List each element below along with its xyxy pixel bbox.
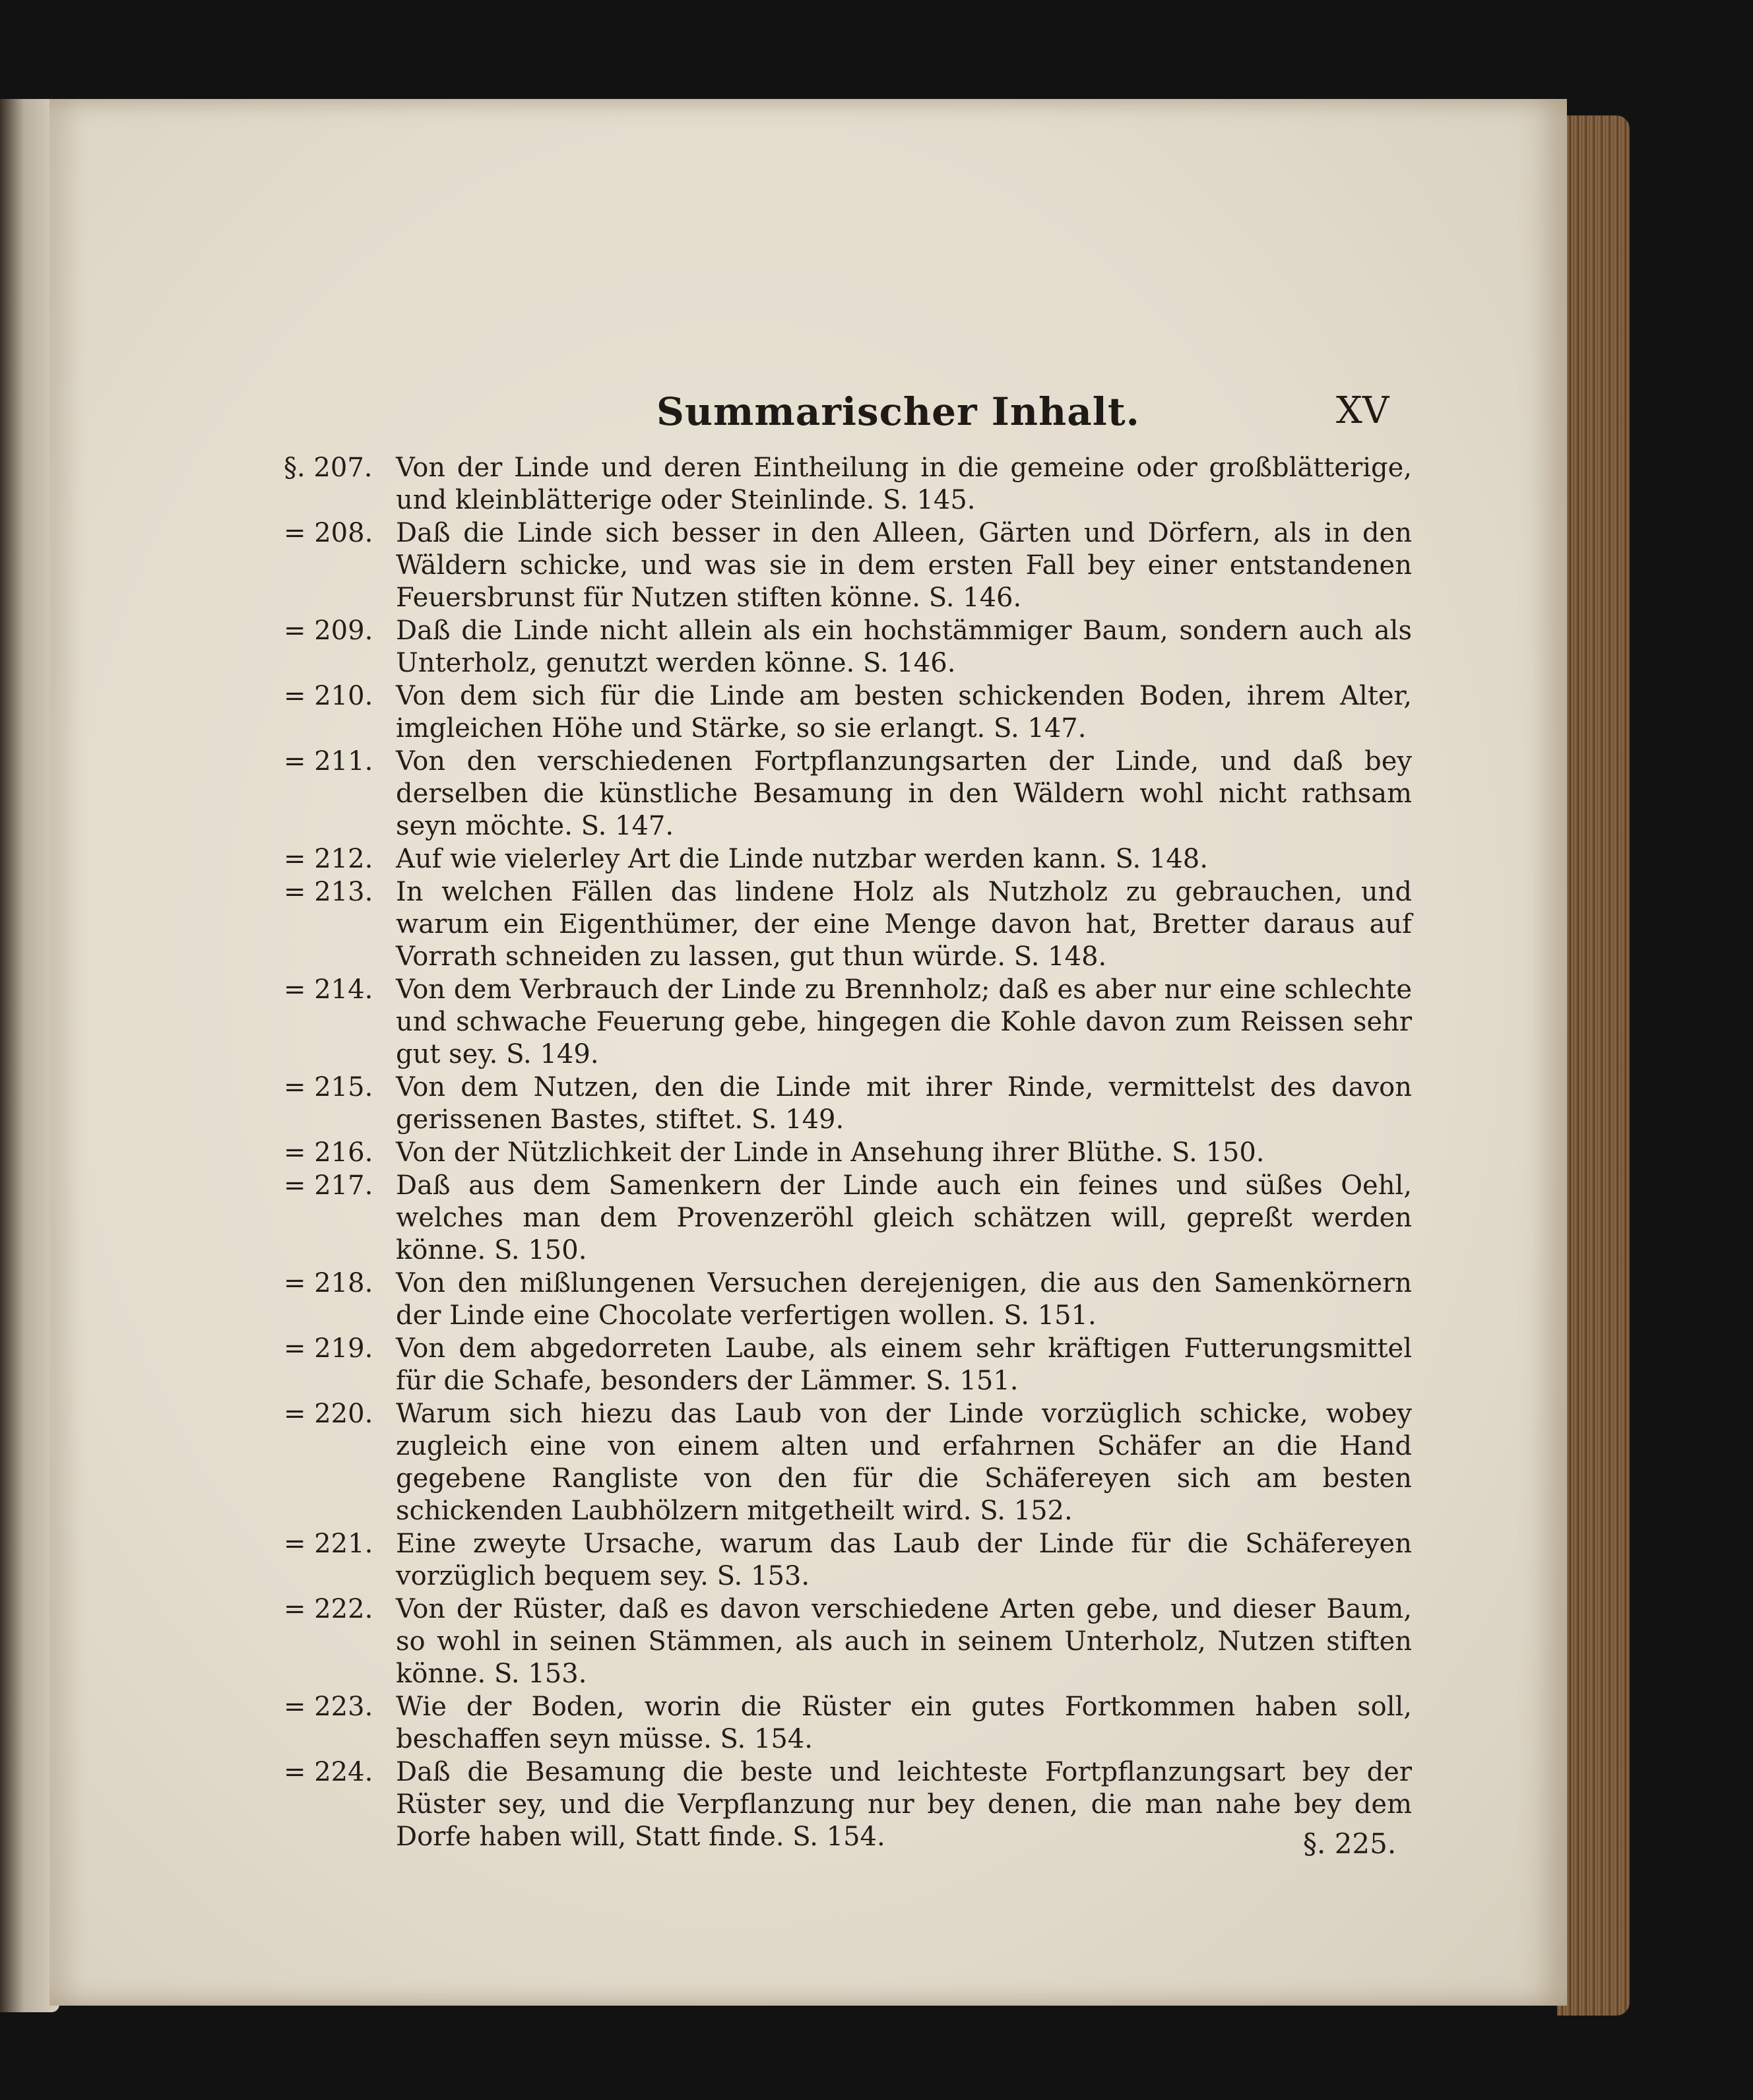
running-title: Summarischer Inhalt. bbox=[656, 389, 1140, 434]
book-fore-edge bbox=[1557, 115, 1630, 2016]
toc-entry bbox=[284, 1267, 1412, 1332]
toc-entry bbox=[284, 1593, 1412, 1690]
section-number: = 210. bbox=[284, 681, 373, 711]
section-summary: Von den verschiedenen Fortpflanzungsarten der Linde, und daß bey derselben die künstliche Besamung in den Wäldern wohl nicht rathsam seyn möchte. S. 147. bbox=[396, 746, 1412, 841]
section-number: = 213. bbox=[284, 877, 373, 907]
toc-entry bbox=[284, 1333, 1412, 1397]
section-number: = 209. bbox=[284, 616, 373, 646]
toc-entry bbox=[284, 1691, 1412, 1756]
section-summary: Von dem abgedorreten Laube, als einem sehr kräftigen Futterungsmittel für die Schafe, besonders der Lämmer. S. 151. bbox=[396, 1333, 1412, 1396]
toc-entry bbox=[284, 876, 1412, 973]
section-number: = 214. bbox=[284, 974, 373, 1005]
section-number: = 223. bbox=[284, 1692, 373, 1722]
section-summary: Von der Linde und deren Eintheilung in die gemeine oder großblätterige, und kleinblätterige oder Steinlinde. S. 145. bbox=[396, 453, 1412, 515]
toc-entry bbox=[284, 615, 1412, 680]
section-summary: Von dem Nutzen, den die Linde mit ihrer Rinde, vermittelst des davon gerissenen Bastes, stiftet. S. 149. bbox=[396, 1072, 1412, 1135]
section-summary: Von der Rüster, daß es davon verschiedene Arten gebe, und dieser Baum, so wohl in seinen Stämmen, als auch in seinem Unterholz, Nutzen stiften könne. S. 153. bbox=[396, 1594, 1412, 1689]
section-summary: Von dem sich für die Linde am besten schickenden Boden, ihrem Alter, imgleichen Höhe und Stärke, so sie erlangt. S. 147. bbox=[396, 681, 1412, 744]
section-number: = 218. bbox=[284, 1268, 373, 1298]
section-number: = 219. bbox=[284, 1333, 373, 1364]
section-number: = 224. bbox=[284, 1757, 373, 1787]
section-number: = 217. bbox=[284, 1170, 373, 1201]
section-number: = 211. bbox=[284, 746, 373, 777]
section-number: = 215. bbox=[284, 1072, 373, 1102]
section-number: = 220. bbox=[284, 1399, 373, 1429]
section-summary: Daß aus dem Samenkern der Linde auch ein feines und süßes Oehl, welches man dem Provenzeröhl gleich schätzen will, gepreßt werden könne. S. 150. bbox=[396, 1170, 1412, 1265]
section-summary: Von dem Verbrauch der Linde zu Brennholz; daß es aber nur eine schlechte und schwache Feuerung gebe, hingegen die Kohle davon zum Reissen sehr gut sey. S. 149. bbox=[396, 974, 1412, 1069]
toc-entry bbox=[284, 1528, 1412, 1593]
toc-entry bbox=[284, 974, 1412, 1071]
section-number: = 222. bbox=[284, 1594, 373, 1624]
toc-entry bbox=[284, 746, 1412, 843]
catchword: §. 225. bbox=[1303, 1828, 1397, 1860]
section-summary: Daß die Linde sich besser in den Alleen, Gärten und Dörfern, als in den Wäldern schicke, und was sie in dem ersten Fall bey einer entstandenen Feuersbrunst für Nutzen stiften könne. S. 146. bbox=[396, 518, 1412, 613]
section-summary: Wie der Boden, worin die Rüster ein gutes Fortkommen haben soll, beschaffen seyn müsse. S. 154. bbox=[396, 1692, 1412, 1754]
section-summary: In welchen Fällen das lindene Holz als Nutzholz zu gebrauchen, und warum ein Eigenthümer, der eine Menge davon hat, Bretter daraus auf Vorrath schneiden zu lassen, gut thun würde. S. 148. bbox=[396, 877, 1412, 972]
page-number: XV bbox=[1336, 389, 1389, 432]
toc-entry bbox=[284, 1170, 1412, 1267]
toc-entry bbox=[284, 680, 1412, 745]
toc-entry bbox=[284, 1756, 1412, 1853]
toc-entry bbox=[284, 1398, 1412, 1527]
section-number: = 212. bbox=[284, 844, 373, 874]
section-summary: Von der Nützlichkeit der Linde in Ansehung ihrer Blüthe. S. 150. bbox=[396, 1137, 1265, 1168]
section-summary: Auf wie vielerley Art die Linde nutzbar werden kann. S. 148. bbox=[396, 844, 1208, 874]
toc-entry bbox=[284, 452, 1412, 517]
section-number: = 208. bbox=[284, 518, 373, 548]
toc-entry bbox=[284, 1137, 1412, 1169]
section-number: §. 207. bbox=[284, 453, 373, 483]
section-summary: Daß die Besamung die beste und leichteste Fortpflanzungsart bey der Rüster sey, und die Verpflanzung nur bey denen, die man nahe bey dem Dorfe haben will, Statt finde. S. 154. bbox=[396, 1757, 1412, 1852]
section-number: = 216. bbox=[284, 1137, 373, 1168]
toc-entry bbox=[284, 843, 1412, 875]
toc-entry bbox=[284, 517, 1412, 614]
page-header bbox=[49, 389, 1567, 442]
book-page bbox=[49, 99, 1567, 2006]
section-summary: Warum sich hiezu das Laub von der Linde vorzüglich schicke, wobey zugleich eine von einem alten und erfahrnen Schäfer an die Hand gegebene Rangliste von den für die Schäfereyen sich am besten schickenden Laubhölzern mitgetheilt wird. S. 152. bbox=[396, 1399, 1412, 1526]
toc-entry bbox=[284, 1071, 1412, 1136]
table-of-contents bbox=[284, 452, 1412, 1854]
section-summary: Von den mißlungenen Versuchen derejenigen, die aus den Samenkörnern der Linde eine Chocolate verfertigen wollen. S. 151. bbox=[396, 1268, 1412, 1331]
section-summary: Eine zweyte Ursache, warum das Laub der Linde für die Schäfereyen vorzüglich bequem sey. S. 153. bbox=[396, 1529, 1412, 1591]
section-summary: Daß die Linde nicht allein als ein hochstämmiger Baum, sondern auch als Unterholz, genutzt werden könne. S. 146. bbox=[396, 616, 1412, 678]
section-number: = 221. bbox=[284, 1529, 373, 1559]
